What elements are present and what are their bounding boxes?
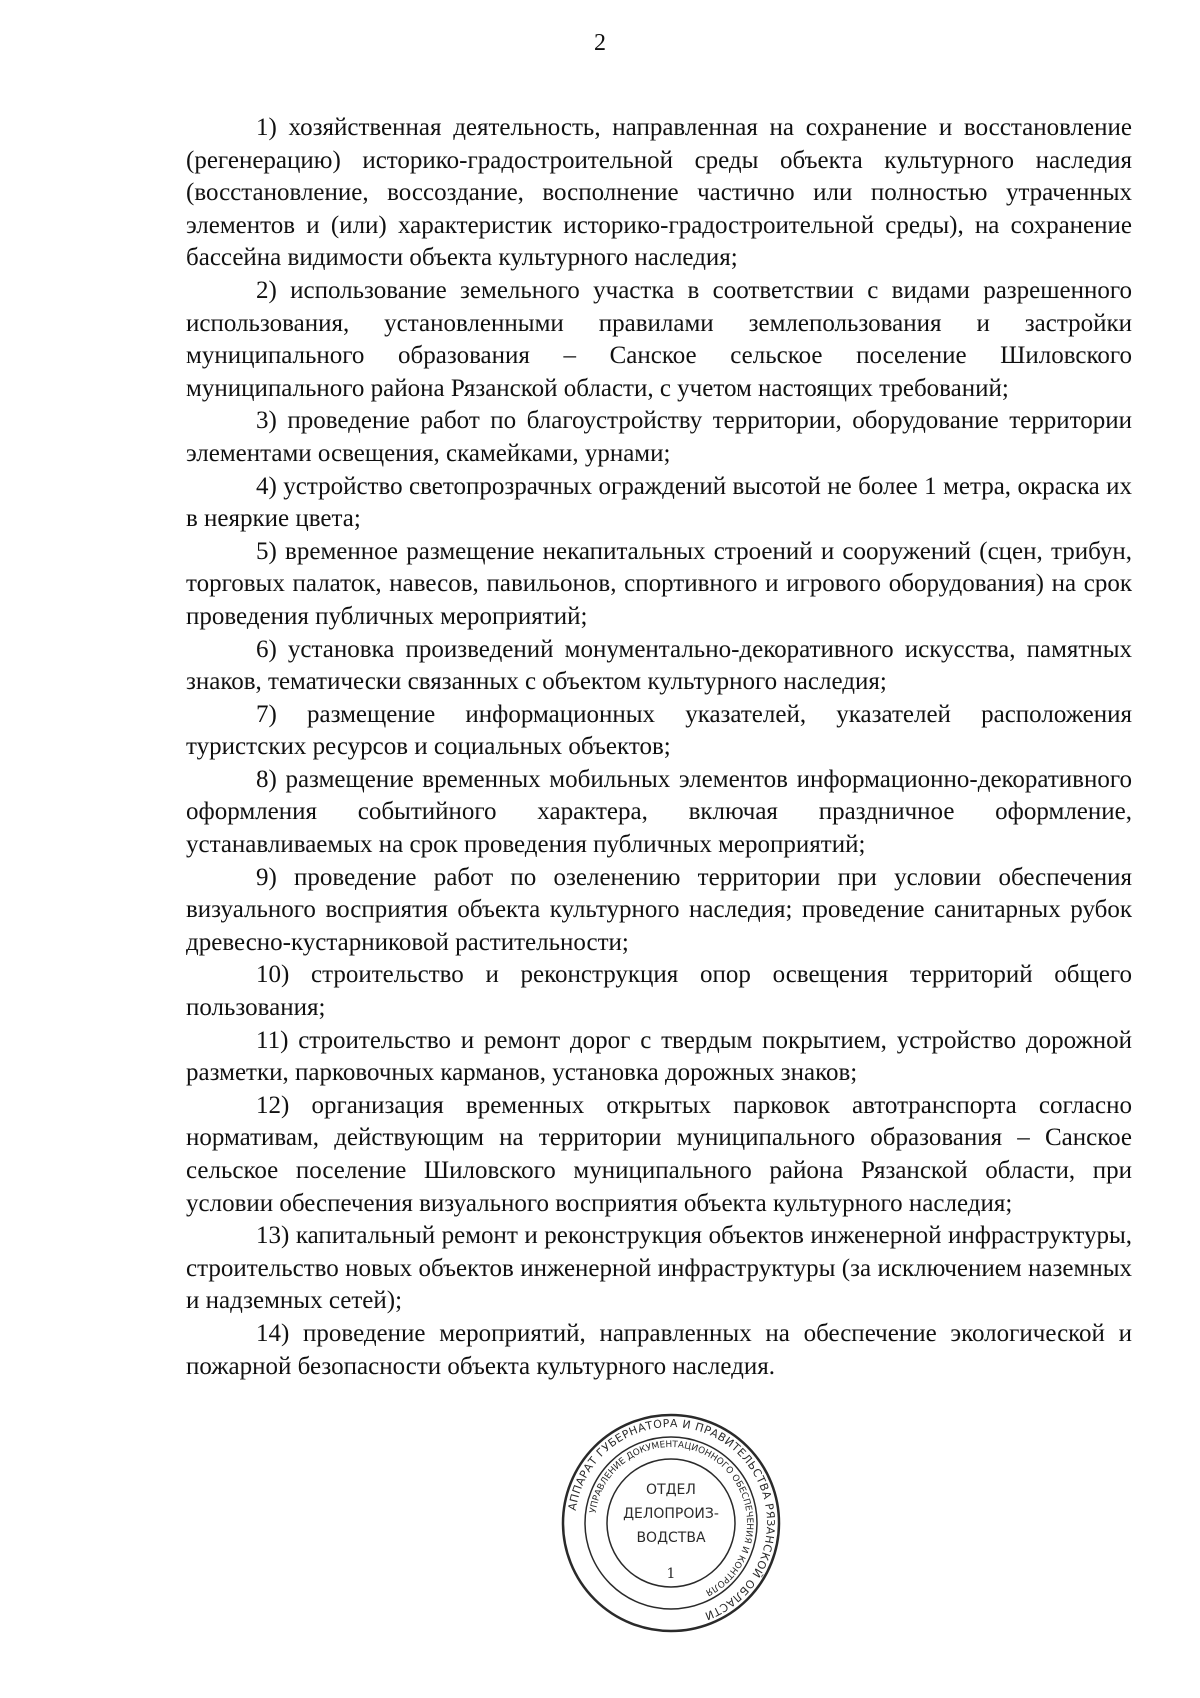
requirements-list: [186, 112, 1132, 1383]
stamp-center-line-3: ВОДСТВА: [636, 1530, 706, 1546]
list-item: 5) временное размещение некапитальных строений и сооружений (сцен, трибун, торговых палаток, навесов, павильонов, спортивного и игрового оборудования) на срок проведения публичных мероприятий;: [186, 537, 1132, 630]
stamp-center-line-2: ДЕЛОПРОИЗ-: [623, 1506, 719, 1522]
stamp-outer-text: АППАРАТ ГУБЕРНАТОРА И ПРАВИТЕЛЬСТВА РЯЗАНСКОЙ ОБЛАСТИ: [565, 1416, 778, 1623]
list-item: 7) размещение информационных указателей, указателей расположения туристских ресурсов и социальных объектов;: [186, 700, 1132, 761]
list-item: 2) использование земельного участка в соответствии с видами разрешенного использования, установленными правилами землепользования и застройки муниципального образования – Санское сельское поселение Шиловского муниципального района Рязанской области, с учетом настоящих требований;: [186, 276, 1132, 402]
stamp-inner-text: УПРАВЛЕНИЕ ДОКУМЕНТАЦИОННОГО ОБЕСПЕЧЕНИЯ И КОНТРОЛЯ: [588, 1439, 755, 1598]
list-item: 13) капитальный ремонт и реконструкция объектов инженерной инфраструктуры, строительство новых объектов инженерной инфраструктуры (за исключением наземных и надземных сетей);: [186, 1222, 1132, 1315]
list-item: 10) строительство и реконструкция опор освещения территорий общего пользования;: [186, 961, 1132, 1022]
list-item: 12) организация временных открытых парковок автотранспорта согласно нормативам, действующим на территории муниципального образования – Санское сельское поселение Шиловского муниципального района Рязанской области, при условии обеспечения визуального восприятия объекта культурного наследия;: [186, 1091, 1132, 1217]
list-item: 8) размещение временных мобильных элементов информационно-декоративного оформления событийного характера, включая праздничное оформление, устанавливаемых на срок проведения публичных мероприятий;: [186, 765, 1132, 859]
list-item: 1) хозяйственная деятельность, направленная на сохранение и восстановление (регенерацию) историко-градостроительной среды объекта культурного наследия (восстановление, воссоздание, восполнение частично или полностью утраченных элементов и (или) характеристик историко-градостроительной среды), на сохранение бассейна видимости объекта культурного наследия;: [186, 114, 1132, 272]
list-item: 3) проведение работ по благоустройству территории, оборудование территории элементами освещения, скамейками, урнами;: [186, 407, 1132, 467]
stamp-number: 1: [666, 1566, 676, 1582]
page-number: 2: [594, 30, 606, 56]
stamp-seal-icon: [558, 1410, 784, 1636]
list-item: 14) проведение мероприятий, направленных на обеспечение экологической и пожарной безопасности объекта культурного наследия.: [186, 1319, 1132, 1380]
list-item: 6) установка произведений монументально-декоративного искусства, памятных знаков, тематически связанных с объектом культурного наследия;: [186, 635, 1132, 696]
official-stamp: [558, 1410, 784, 1636]
stamp-center-line-1: ОТДЕЛ: [646, 1482, 696, 1498]
list-item: 11) строительство и ремонт дорог с твердым покрытием, устройство дорожной разметки, парковочных карманов, установка дорожных знаков;: [186, 1026, 1132, 1087]
list-item: 4) устройство светопрозрачных ограждений высотой не более 1 метра, окраска их в неяркие цвета;: [186, 472, 1132, 533]
list-item: 9) проведение работ по озеленению территории при условии обеспечения визуального восприятия объекта культурного наследия; проведение санитарных рубок древесно-кустарниковой растительности;: [186, 863, 1132, 956]
